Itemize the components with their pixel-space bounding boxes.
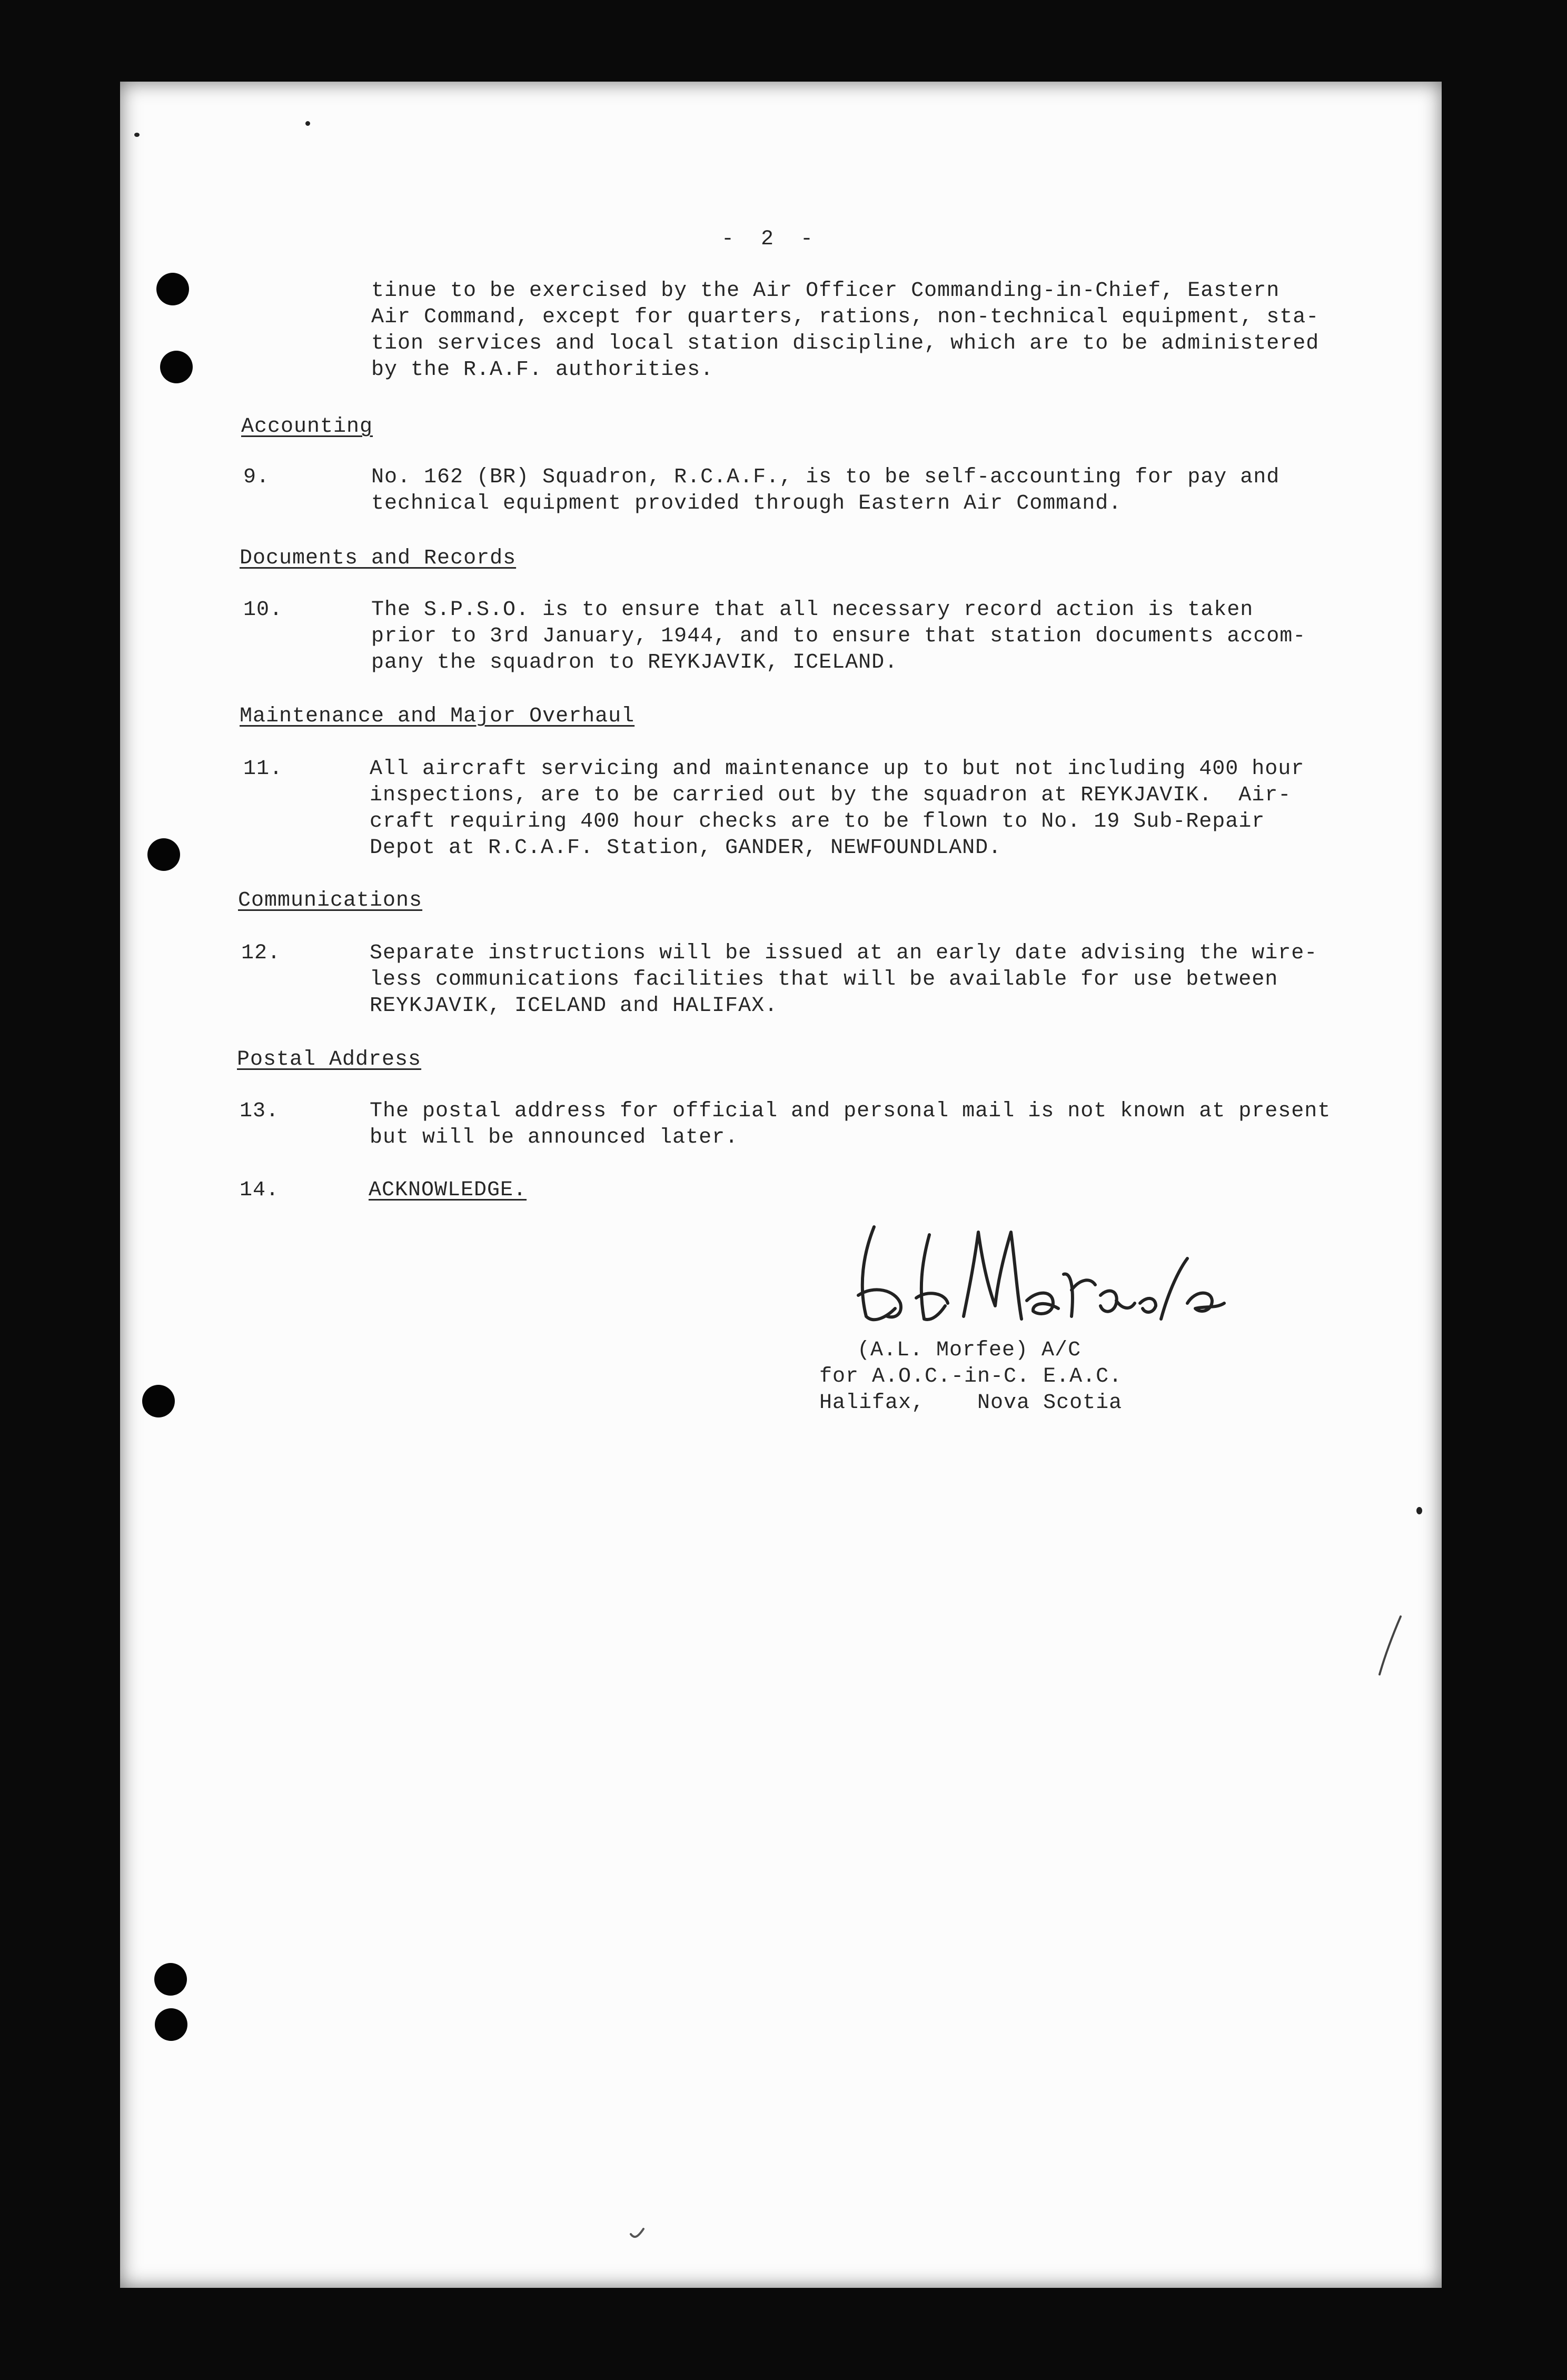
section-heading-postal: Postal Address	[237, 1048, 422, 1072]
paragraph-line: pany the squadron to REYKJAVIK, ICELAND.	[371, 651, 898, 675]
signatory-role: for A.O.C.-in-C. E.A.C.	[819, 1365, 1123, 1389]
punch-hole	[156, 273, 189, 305]
paragraph-number: 12.	[241, 941, 281, 965]
paragraph-line: less communications facilities that will be available for use between	[370, 968, 1278, 991]
section-heading-accounting: Accounting	[241, 415, 373, 439]
paragraph-number: 10.	[243, 598, 283, 622]
paragraph-line: but will be announced later.	[370, 1126, 739, 1149]
paragraph-number: 13.	[240, 1099, 280, 1123]
paragraph-number: 14.	[240, 1178, 280, 1202]
punch-hole	[142, 1385, 175, 1417]
handwritten-signature	[837, 1211, 1264, 1348]
paragraph-number: 11.	[243, 757, 283, 781]
pen-mark	[1369, 1611, 1411, 1680]
paragraph-line: All aircraft servicing and maintenance up to but not including 400 hour	[370, 757, 1305, 781]
acknowledge-text: ACKNOWLEDGE.	[369, 1178, 527, 1202]
paragraph-line: craft requiring 400 hour checks are to be flown to No. 19 Sub-Repair	[370, 810, 1265, 834]
paragraph-number: 9.	[243, 465, 270, 489]
paragraph-line: The S.P.S.O. is to ensure that all necessary record action is taken	[371, 598, 1254, 622]
speck	[1416, 1507, 1422, 1514]
signatory-location: Halifax, Nova Scotia	[819, 1391, 1123, 1415]
paragraph-line: No. 162 (BR) Squadron, R.C.A.F., is to be self-accounting for pay and	[371, 465, 1280, 489]
punch-hole	[160, 351, 193, 383]
paragraph-line: technical equipment provided through Eastern Air Command.	[371, 492, 1122, 515]
punch-hole	[155, 2008, 187, 2041]
signatory-name: (A.L. Morfee) A/C	[857, 1338, 1082, 1362]
section-heading-communications: Communications	[238, 889, 423, 913]
pen-mark	[627, 2225, 648, 2246]
section-heading-documents: Documents and Records	[240, 547, 517, 570]
punch-hole	[154, 1963, 187, 1996]
section-heading-maintenance: Maintenance and Major Overhaul	[240, 705, 635, 728]
speck	[305, 121, 310, 126]
paragraph-line: Separate instructions will be issued at an early date advising the wire-	[370, 941, 1318, 965]
speck	[134, 133, 140, 137]
paragraph-line: The postal address for official and personal mail is not known at present	[370, 1099, 1331, 1123]
paragraph-line: inspections, are to be carried out by the squadron at REYKJAVIK. Air-	[370, 784, 1292, 807]
paragraph-line: prior to 3rd January, 1944, and to ensure that station documents accom-	[371, 624, 1306, 648]
paragraph-line: REYKJAVIK, ICELAND and HALIFAX.	[370, 994, 778, 1018]
page-number: - 2 -	[721, 227, 814, 251]
document-page	[120, 82, 1442, 2288]
punch-hole	[147, 838, 180, 871]
paragraph-line: Depot at R.C.A.F. Station, GANDER, NEWFOUNDLAND.	[370, 836, 1002, 860]
